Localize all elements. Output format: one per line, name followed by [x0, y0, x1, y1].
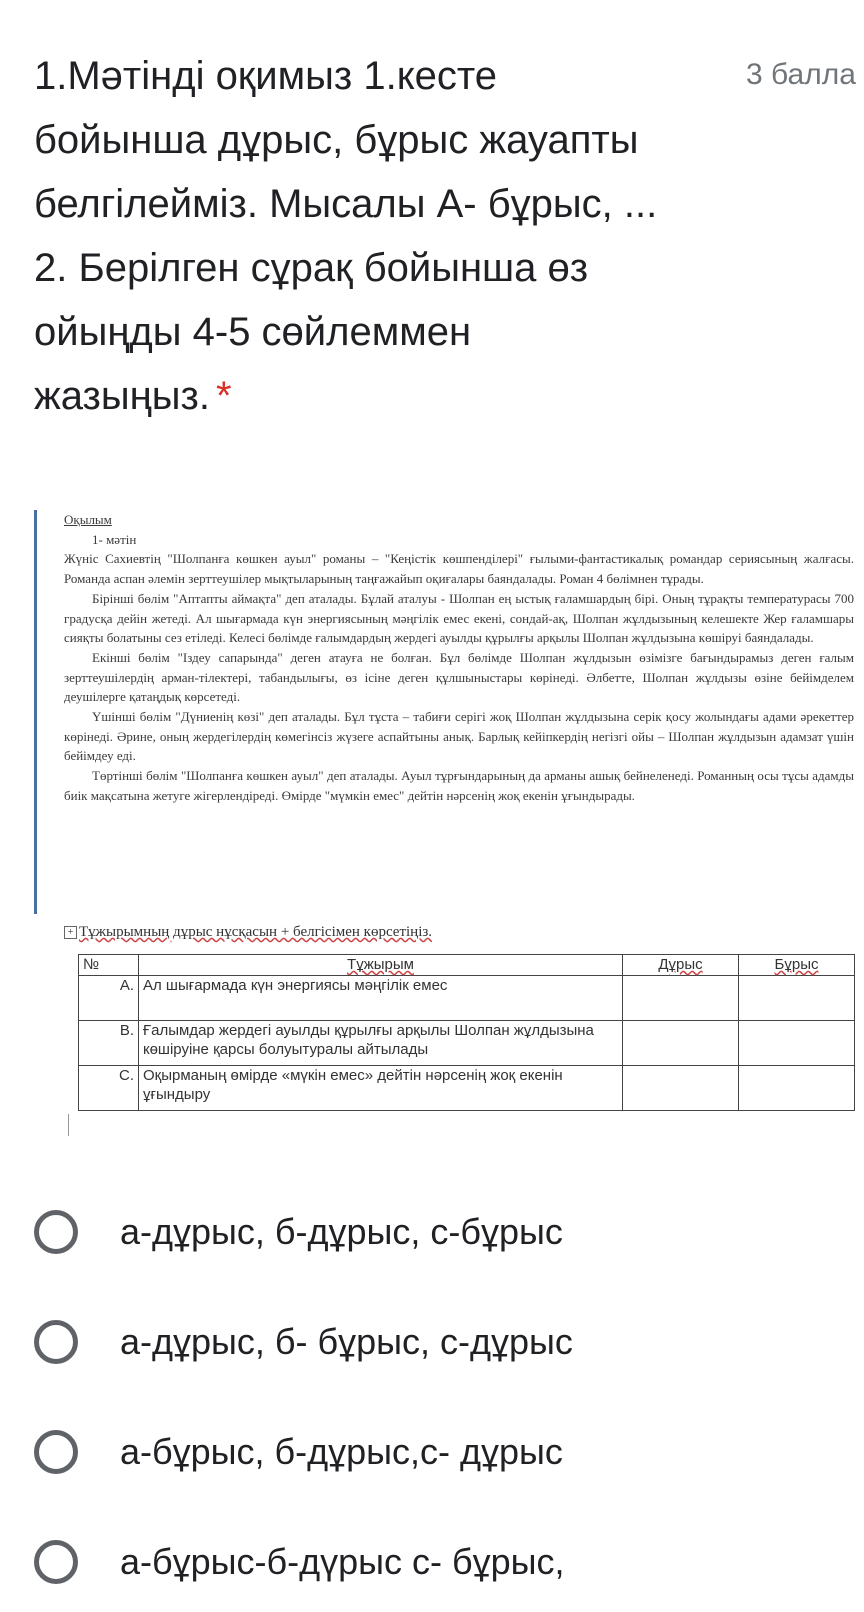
- question-line-2: бойынша дұрыс, бұрыс жауапты: [34, 118, 639, 162]
- row-wrong-cell: [739, 1066, 855, 1111]
- option-3[interactable]: [34, 1422, 563, 1482]
- table-header-wrong: Бұрыс: [739, 955, 855, 976]
- row-wrong-cell: [739, 976, 855, 1021]
- move-handle-icon: +: [64, 926, 77, 939]
- table-header-number: №: [79, 955, 139, 976]
- table-caption-text: Тұжырымның дұрыс нұсқасын + белгісімен көрсетіңіз.: [79, 924, 433, 940]
- required-mark: *: [215, 374, 232, 418]
- document-paragraph-4: Үшінші бөлім "Дүниенің көзі" деп аталады. Бұл тұста – табиғи серігі жоқ Шолпан жұлдызына серік қосу жолындағы адами әрекеттер көрінеді. Әрине, оның жердегілердің көмегінсіз жүзеге аспайтыны анық. Барлық кейіпкердің негізгі ойы – Шолпан жұлдызын адамзат үшін бейімдеу еді.: [64, 709, 854, 764]
- points-label: 3 балла: [746, 58, 856, 91]
- row-correct-cell: [623, 1021, 739, 1066]
- option-2-label[interactable]: а-дұрыс, б- бұрыс, с-дұрыс: [120, 1321, 573, 1362]
- radio-button-icon[interactable]: [34, 1210, 78, 1254]
- document-heading: Оқылым: [64, 512, 112, 527]
- table-row: [79, 1066, 855, 1111]
- option-3-label[interactable]: а-бұрыс, б-дұрыс,с- дұрыс: [120, 1431, 563, 1472]
- table-row: [79, 1021, 855, 1066]
- option-1-label[interactable]: а-дұрыс, б-дұрыс, с-бұрыс: [120, 1211, 563, 1252]
- document-paragraph-3: Екінші бөлім "Іздеу сапарында" деген атауға не болған. Бұл бөлімде Шолпан жұлдызын өзімізге бағындырамыз деген ғалым зерттеушілердің арман-тілектері, табандылығы, өз ісіне деген құлшыныстары көрінеді. Әлбетте, Шолпан жұлдызы өзіне бейімделем деушілерге қатаңдық көрсетеді.: [64, 649, 854, 705]
- document-paragraph-1: Жүніс Сахиевтің "Шолпанға көшкен ауыл" романы – "Кеңістік көшпенділері" ғылыми-фантастикалық романдар сериясының жалғасы. Романда аспан әлемін зерттеушілер мықтыларының таңғажайып оқиғалары баяндалады. Роман 4 бөлімнен тұрады.: [64, 551, 854, 587]
- radio-button-icon[interactable]: [34, 1430, 78, 1474]
- row-statement: Оқырманың өмірде «мүкін емес» дейтін нәрсенің жоқ екенін ұғындыру: [139, 1066, 623, 1111]
- table-caption: [64, 924, 432, 941]
- document-paragraph-5: Төртінші бөлім "Шолпанға көшкен ауыл" деп аталады. Ауыл тұрғындарының да арманы ашық бейнеленеді. Романның осы тұсы адамды биік мақсатына жетуге жігерлендіреді. Өмірде "мүмкін емес" дейтін нәрсенің жоқ екенін ұғындырады.: [64, 768, 854, 803]
- option-4[interactable]: [34, 1532, 565, 1592]
- row-label: В.: [79, 1021, 139, 1066]
- row-wrong-cell: [739, 1021, 855, 1066]
- question-line-5: ойыңды 4-5 сөйлеммен: [34, 310, 472, 354]
- row-label: А.: [79, 976, 139, 1021]
- table-header-correct: Дұрыс: [623, 955, 739, 976]
- option-2[interactable]: [34, 1312, 573, 1372]
- document-text: [64, 510, 854, 806]
- option-1[interactable]: [34, 1202, 563, 1262]
- radio-button-icon[interactable]: [34, 1320, 78, 1364]
- row-statement: Ал шығармада күн энергиясы мәңгілік емес: [139, 976, 623, 1021]
- row-statement: Ғалымдар жердегі ауылды құрылғы арқылы Шолпан жұлдызына көшіруіне қарсы болуытуралы айтылады: [139, 1021, 623, 1066]
- table-header-row: [79, 955, 855, 976]
- table-header-statement: Тұжырым: [139, 955, 623, 976]
- row-correct-cell: [623, 976, 739, 1021]
- question-line-4: 2. Берілген сұрақ бойынша өз: [34, 246, 589, 290]
- question-line-6-text: жазыңыз.: [34, 374, 210, 418]
- row-label: С.: [79, 1066, 139, 1111]
- statement-table: [78, 954, 855, 1111]
- document-left-bar: [34, 510, 37, 914]
- radio-button-icon[interactable]: [34, 1540, 78, 1584]
- document-image: [34, 508, 864, 1118]
- question-title: [34, 44, 734, 428]
- question-line-1: 1.Мәтінді оқимыз 1.кесте: [34, 54, 498, 98]
- question-line-3: белгілейміз. Мысалы А- бұрыс, ...: [34, 182, 658, 226]
- row-correct-cell: [623, 1066, 739, 1111]
- text-cursor: [68, 1114, 69, 1136]
- question-line-6: [34, 364, 734, 428]
- document-paragraph-2: Бірінші бөлім "Аптапты аймақта" деп аталады. Бұлай аталуы - Шолпан ең ыстық ғаламшардың бірі. Оның тұрақты температурасы 700 градусқа дейін жетеді. Ал шығармада күн энергиясының мәңгілік емес екені, сондай-ақ, Шолпан жұлдызының келешекте Жер ғаламшары сияқты болатыны сез етіледі. Келесі бөлімде ғалымдардың жердегі ауылды құрылғы арқылы Шолпан жұлдызына көшіруі баяндалады.: [64, 590, 854, 646]
- table-row: [79, 976, 855, 1021]
- document-subheading: 1- мәтін: [92, 531, 137, 547]
- option-4-label[interactable]: а-бұрыс-б-дүрыс с- бұрыс,: [120, 1541, 565, 1582]
